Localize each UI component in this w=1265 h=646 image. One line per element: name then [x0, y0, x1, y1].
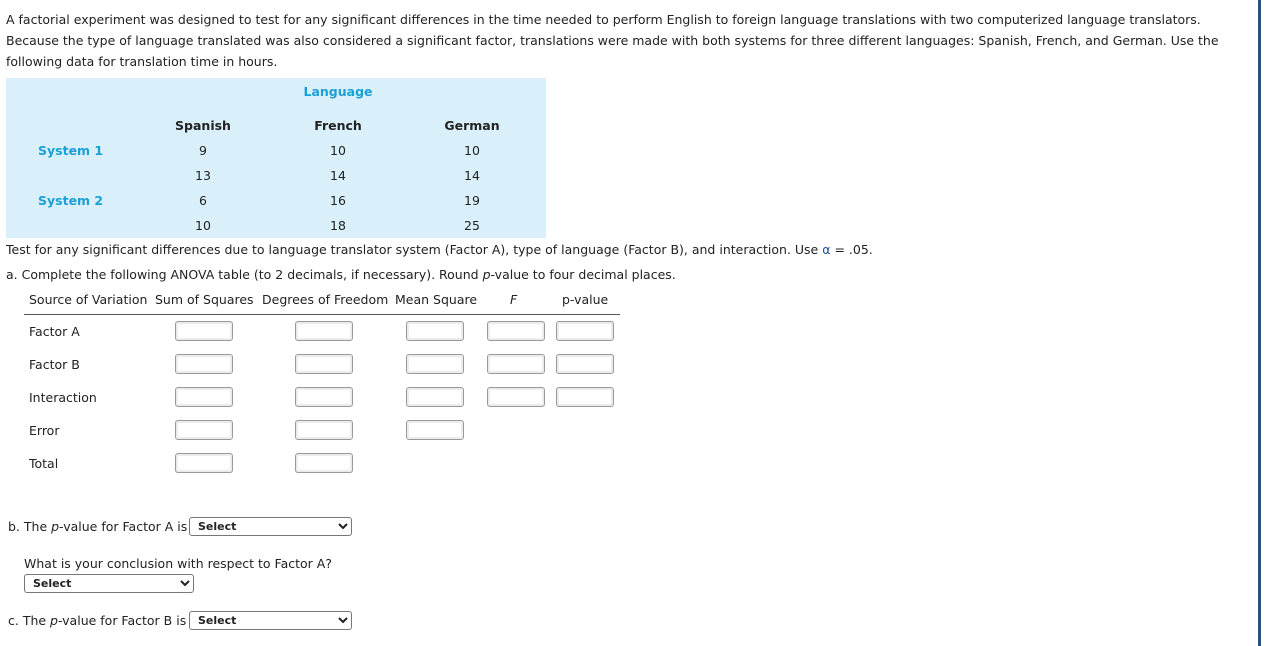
row-label-error: Error — [29, 423, 60, 438]
system-1-label: System 1 — [38, 143, 104, 158]
factor-a-f-input[interactable] — [487, 321, 545, 341]
table-cell: 14 — [464, 168, 480, 183]
table-cell: 9 — [199, 143, 207, 158]
part-b-question: b. The p-value for Factor A is — [8, 519, 188, 534]
factor-b-f-input[interactable] — [487, 354, 545, 374]
table-cell: 14 — [330, 168, 346, 183]
table-cell: 10 — [195, 218, 211, 233]
part-a-instructions: a. Complete the following ANOVA table (to 2 decimals, if necessary). Round p-value to four decimal places. — [6, 267, 676, 282]
factor-a-ms-input[interactable] — [406, 321, 464, 341]
factor-a-conclusion-select[interactable] — [24, 574, 194, 593]
factor-a-pvalue-input[interactable] — [556, 321, 614, 341]
header-source: Source of Variation — [29, 292, 148, 307]
interaction-ss-input[interactable] — [175, 387, 233, 407]
factor-b-df-input[interactable] — [295, 354, 353, 374]
header-divider — [24, 314, 620, 315]
header-p-value: p-value — [562, 292, 609, 307]
error-ms-input[interactable] — [406, 420, 464, 440]
factor-b-ms-input[interactable] — [406, 354, 464, 374]
column-spanish: Spanish — [175, 118, 231, 133]
window-edge — [1258, 0, 1261, 646]
factor-b-pvalue-select[interactable] — [189, 611, 352, 630]
test-instructions: Test for any significant differences due to language translator system (Factor A), type of language (Factor B), and interaction. Use α = .05. — [6, 242, 873, 257]
language-factor-label: Language — [303, 84, 373, 99]
error-ss-input[interactable] — [175, 420, 233, 440]
interaction-pvalue-input[interactable] — [556, 387, 614, 407]
table-cell: 13 — [195, 168, 211, 183]
column-french: French — [314, 118, 362, 133]
system-2-label: System 2 — [38, 193, 104, 208]
factor-a-df-input[interactable] — [295, 321, 353, 341]
part-c-question: c. The p-value for Factor B is — [8, 613, 187, 628]
factor-a-pvalue-select[interactable] — [189, 517, 352, 536]
alpha-symbol: α — [822, 242, 831, 257]
factor-b-pvalue-input[interactable] — [556, 354, 614, 374]
header-mean-square: Mean Square — [395, 292, 478, 307]
table-cell: 19 — [464, 193, 480, 208]
conclusion-question: What is your conclusion with respect to Factor A? — [24, 556, 332, 571]
table-cell: 10 — [330, 143, 346, 158]
data-table — [6, 78, 546, 238]
total-ss-input[interactable] — [175, 453, 233, 473]
column-german: German — [444, 118, 500, 133]
table-cell: 10 — [464, 143, 480, 158]
table-cell: 16 — [330, 193, 346, 208]
factor-a-ss-input[interactable] — [175, 321, 233, 341]
total-df-input[interactable] — [295, 453, 353, 473]
factor-b-ss-input[interactable] — [175, 354, 233, 374]
table-cell: 18 — [330, 218, 346, 233]
table-cell: 25 — [464, 218, 480, 233]
interaction-ms-input[interactable] — [406, 387, 464, 407]
header-sum-of-squares: Sum of Squares — [155, 292, 254, 307]
interaction-df-input[interactable] — [295, 387, 353, 407]
interaction-f-input[interactable] — [487, 387, 545, 407]
row-label-factor-a: Factor A — [29, 324, 80, 339]
error-df-input[interactable] — [295, 420, 353, 440]
header-f: F — [510, 292, 518, 307]
table-cell: 6 — [199, 193, 207, 208]
header-degrees-of-freedom: Degrees of Freedom — [262, 292, 389, 307]
row-label-interaction: Interaction — [29, 390, 97, 405]
row-label-total: Total — [29, 456, 59, 471]
problem-intro: A factorial experiment was designed to test for any significant differences in the time needed to perform English to foreign language translations with two computerized language translators. Because the type of language translated was also considered a significant factor, translations were made with both systems for three different languages: Spanish, French, and German. Use the following data for translation time in hours. — [6, 12, 1219, 69]
row-label-factor-b: Factor B — [29, 357, 80, 372]
